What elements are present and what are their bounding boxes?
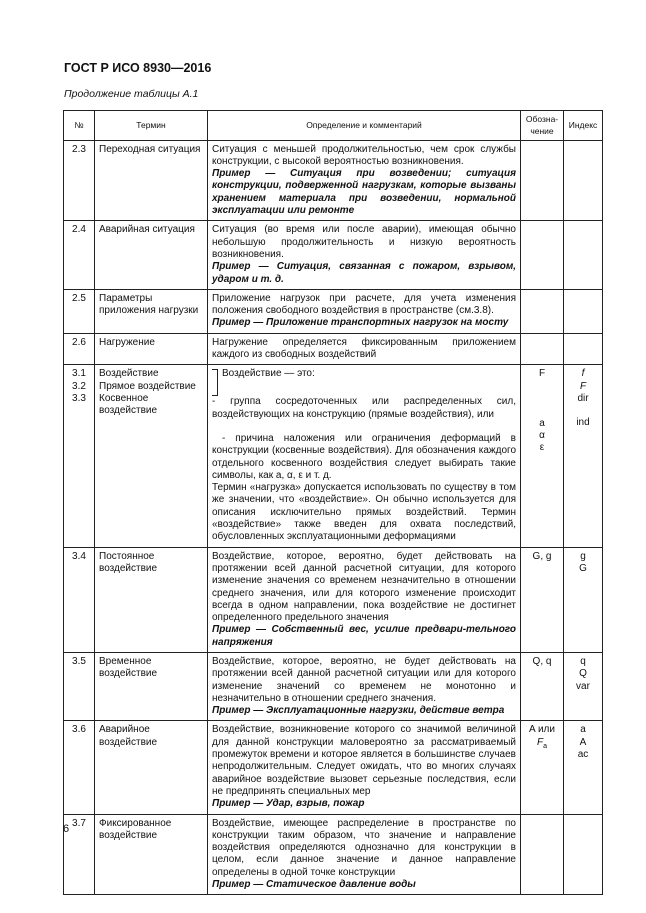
row-term: Фиксированное воздействие bbox=[95, 814, 208, 895]
row-number: 3.4 bbox=[64, 547, 95, 652]
row-definition bbox=[208, 140, 521, 221]
symbol-value: F bbox=[538, 368, 546, 380]
definition-text: Воздействие, которое, вероятно, не будет действовать на протяжении всей данной расчетной ситуации или для которого изменение значений со временем не монотонно и незначительно в отношении среднего значения. bbox=[212, 655, 516, 704]
row-term: Переходная ситуация bbox=[95, 140, 208, 221]
row-term-item: Воздействие bbox=[99, 368, 159, 380]
index-value: q bbox=[580, 655, 586, 667]
col-definition-header: Определение и комментарий bbox=[208, 111, 521, 141]
row-number: 2.5 bbox=[64, 289, 95, 333]
row-symbol: G, g bbox=[521, 547, 564, 652]
row-definition bbox=[208, 652, 521, 720]
index-value: ac bbox=[577, 749, 589, 761]
row-definition bbox=[208, 547, 521, 652]
row-index bbox=[564, 140, 603, 221]
row-number-item: 3.3 bbox=[72, 392, 86, 404]
row-index bbox=[564, 652, 603, 720]
definition-part: - группа сосредоточенных или распределенных сил, воздействующих на конструкцию (прямые воздействия), или bbox=[212, 396, 516, 420]
row-index bbox=[564, 721, 603, 814]
table-row bbox=[64, 365, 603, 547]
table-row bbox=[64, 289, 603, 333]
row-symbol: Q, q bbox=[521, 652, 564, 720]
row-number: 3.7 bbox=[64, 814, 95, 895]
definition-part: - причина наложения или ограничения деформаций в конструкции (косвенные воздействия). Для обозначения каждого отдельного косвенного воздействия следует выбирать такие символы, как a, α, ε и т. д. bbox=[212, 432, 516, 481]
col-term-header: Термин bbox=[95, 111, 208, 141]
row-number-item: 3.2 bbox=[72, 380, 86, 392]
row-symbol bbox=[521, 365, 564, 547]
definition-example: Пример — Ситуация при возведении; ситуация конструкции, подверженной нагрузкам, которые вызваны хранением материала при возведении, нормальной эксплуатации или ремонте bbox=[212, 168, 516, 217]
definition-text: Приложение нагрузок при расчете, для учета изменения положения свободного воздействия в пространстве (см.3.8). bbox=[212, 292, 516, 317]
index-value: Q bbox=[579, 668, 587, 680]
row-term-item: Прямое воздействие bbox=[99, 380, 196, 392]
table-row bbox=[64, 721, 603, 814]
row-number: 3.6 bbox=[64, 721, 95, 814]
col-index-header: Индекс bbox=[564, 111, 603, 141]
row-number: 2.6 bbox=[64, 333, 95, 365]
row-term: Временное воздействие bbox=[95, 652, 208, 720]
row-term: Аварийное воздействие bbox=[95, 721, 208, 814]
row-symbol bbox=[521, 814, 564, 895]
row-number-item: 3.1 bbox=[72, 368, 86, 380]
row-index bbox=[564, 289, 603, 333]
terms-table bbox=[63, 110, 603, 895]
row-definition bbox=[208, 721, 521, 814]
symbol-value: F bbox=[536, 736, 544, 748]
row-symbol bbox=[521, 140, 564, 221]
row-symbol bbox=[521, 221, 564, 289]
definition-part: Термин «нагрузка» допускается использовать по существу в том же значении, что «воздействие». Он обычно используется для описания исключительно прямых воздействий. Термин «воздействие» также введен для охвата последствий, обусловленных эксплуатационными деформациями bbox=[212, 482, 516, 543]
symbol-value: A или bbox=[529, 724, 555, 736]
row-symbol bbox=[521, 721, 564, 814]
index-value: G bbox=[579, 562, 587, 574]
definition-text: Ситуация с меньшей продолжительностью, чем срок службы конструкции, с высокой вероятностью возникновения. bbox=[212, 143, 516, 167]
col-symbol-header: Обозна-чение bbox=[521, 111, 564, 141]
index-value: g bbox=[580, 550, 586, 562]
definition-text: Воздействие, которое, вероятно, будет действовать на протяжении всей данной расчетной ситуации, для которого изменение значения со временем незначительно в отношении среднего значения, или для которого изменение происходит всегда в одном направлении, пока воздействие не достигнет определенного предельного значения bbox=[212, 550, 516, 624]
definition-text: Нагружение определяется фиксированным приложением каждого из свободных воздействий bbox=[212, 336, 516, 361]
row-number: 2.4 bbox=[64, 221, 95, 289]
index-value: var bbox=[576, 680, 590, 692]
table-row bbox=[64, 221, 603, 289]
row-symbol bbox=[521, 333, 564, 365]
row-symbol bbox=[521, 289, 564, 333]
row-index bbox=[564, 547, 603, 652]
row-definition bbox=[208, 333, 521, 365]
definition-text: Воздействие, имеющее распределение в пространстве по конструкции таким образом, что значение и направление воздействия определяются однозначно для конструкции в целом, если данное значение и данное направление определены в одной точке конструкции bbox=[212, 817, 516, 878]
brace-bracket bbox=[212, 369, 218, 396]
row-term bbox=[95, 365, 208, 547]
definition-example: Пример — Ситуация, связанная с пожаром, взрывом, ударом и т. д. bbox=[212, 261, 516, 285]
row-index bbox=[564, 365, 603, 547]
row-index bbox=[564, 221, 603, 289]
table-row bbox=[64, 547, 603, 652]
row-number bbox=[64, 365, 95, 547]
row-index bbox=[564, 814, 603, 895]
index-value: F bbox=[579, 380, 587, 392]
row-definition bbox=[208, 221, 521, 289]
table-row bbox=[64, 652, 603, 720]
table-row bbox=[64, 140, 603, 221]
definition-example: Пример — Собственный вес, усилие предвари-тельного напряжения bbox=[212, 624, 516, 648]
symbol-value: a bbox=[539, 417, 545, 429]
definition-example: Пример — Эксплуатационные нагрузки, действие ветра bbox=[212, 705, 505, 717]
row-definition bbox=[208, 289, 521, 333]
table-row bbox=[64, 333, 603, 365]
definition-example: Пример — Статическое давление воды bbox=[212, 879, 416, 891]
index-value: dir bbox=[577, 392, 589, 404]
row-index bbox=[564, 333, 603, 365]
page-number: 6 bbox=[63, 823, 70, 835]
symbol-value: α bbox=[539, 429, 545, 441]
index-value: a bbox=[580, 724, 586, 736]
row-definition bbox=[208, 365, 521, 547]
table-header-row bbox=[64, 111, 603, 141]
document-header: ГОСТ Р ИСО 8930—2016 bbox=[64, 61, 212, 75]
col-number-header: № bbox=[64, 111, 95, 141]
row-definition bbox=[208, 814, 521, 895]
row-number: 2.3 bbox=[64, 140, 95, 221]
symbol-subscript: a bbox=[543, 742, 547, 750]
definition-example: Пример — Удар, взрыв, пожар bbox=[212, 798, 365, 810]
row-term-item: Косвенное воздействие bbox=[99, 392, 158, 417]
definition-intro: Воздействие — это: bbox=[222, 368, 315, 380]
index-value: f bbox=[581, 368, 585, 380]
row-term: Нагружение bbox=[95, 333, 208, 365]
brace-group bbox=[212, 368, 516, 396]
symbol-value: ε bbox=[539, 442, 545, 454]
index-value: ind bbox=[576, 417, 590, 429]
table-row bbox=[64, 814, 603, 895]
index-value: A bbox=[579, 736, 587, 748]
table-continuation-caption: Продолжение таблицы А.1 bbox=[64, 88, 199, 100]
definition-text: Воздействие, возникновение которого со значимой величиной для данной конструкции маловероятно за рассматриваемый промежуток времени и которое является в большинстве случаев непродолжительным. Следует ожидать, что во многих случаях аварийное воздействие вызовет серьезные последствия, если не предпринять специальных мер bbox=[212, 724, 516, 797]
definition-text: Ситуация (во время или после аварии), имеющая обычно небольшую продолжительность и низкую вероятность возникновения. bbox=[212, 224, 516, 260]
definition-example: Пример — Приложение транспортных нагрузок на мосту bbox=[212, 317, 509, 329]
row-term: Аварийная ситуация bbox=[95, 221, 208, 289]
row-number: 3.5 bbox=[64, 652, 95, 720]
row-term: Постоянное воздействие bbox=[95, 547, 208, 652]
row-term: Параметры приложения нагрузки bbox=[95, 289, 208, 333]
